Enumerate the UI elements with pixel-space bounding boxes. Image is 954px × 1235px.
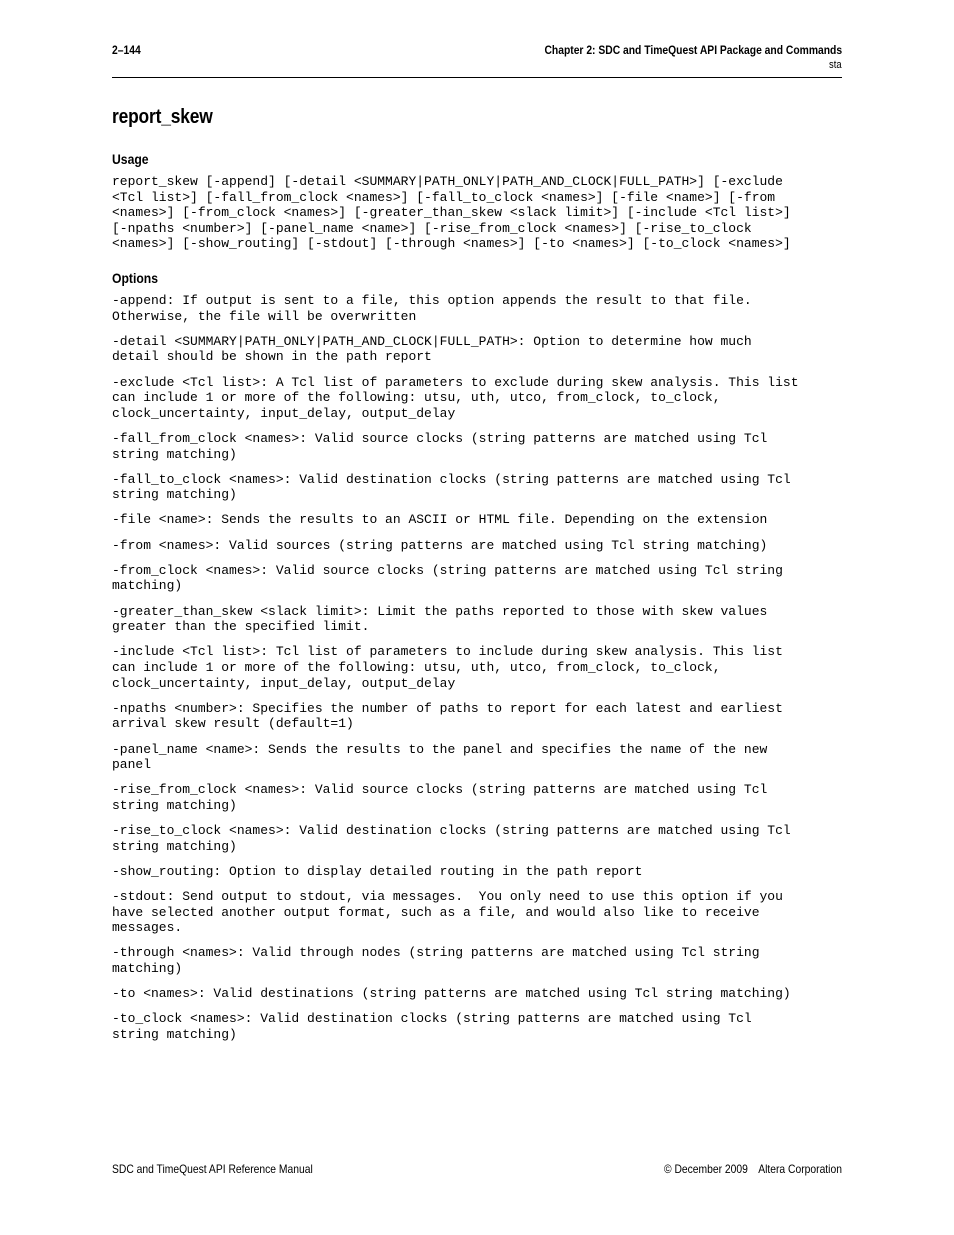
option-to: -to <names>: Valid destinations (string patterns are matched using Tcl string matching) (112, 986, 791, 1002)
option-rise-from-clock: -rise_from_clock <names>: Valid source clocks (string patterns are matched using Tcl string matching) (112, 782, 768, 813)
option-to-clock: -to_clock <names>: Valid destination clocks (string patterns are matched using Tcl string matching) (112, 1011, 752, 1043)
manual-title: SDC and TimeQuest API Reference Manual (112, 1162, 313, 1176)
option-append: -append: If output is sent to a file, this option appends the result to that file. Otherwise, the file will be overwritten (112, 292, 752, 324)
document-content (112, 105, 848, 1052)
option-npaths: -npaths <number>: Specifies the number of paths to report for each latest and earliest arrival skew result (default=1) (112, 700, 783, 732)
option-fall-from-clock: -fall_from_clock <names>: Valid source clocks (string patterns are matched using Tcl string matching) (112, 430, 768, 462)
option-rise-to-clock: -rise_to_clock <names>: Valid destination clocks (string patterns are matched using Tcl string matching) (112, 823, 791, 854)
page-footer (112, 1162, 842, 1178)
option-stdout: -stdout: Send output to stdout, via messages. You only need to use this option if you have selected another output format, such as a file, and would also like to receive messages. (112, 889, 783, 936)
option-greater-than-skew: -greater_than_skew <slack limit>: Limit the paths reported to those with skew values greater than the specified limit. (112, 603, 768, 635)
usage-syntax: report_skew [-append] [-detail <SUMMARY|PATH_ONLY|PATH_AND_CLOCK|FULL_PATH>] [-exclude <Tcl list>] [-fall_from_clock <names>] [-fall_to_clock <names>] [-file <name>] [-from <names>] [-from_clock <names>] [-greater_than_skew <slack limit>] [-include <Tcl list>] [-npaths <number>] [-panel_name <name>] [-rise_from_clock <names>] [-rise_to_clock <names>] [-show_routing] [-stdout] [-through <names>] [-to <names>] [-to_clock <names>] (112, 174, 791, 252)
option-from: -from <names>: Valid sources (string patterns are matched using Tcl string matching) (112, 537, 768, 553)
option-exclude: -exclude <Tcl list>: A Tcl list of parameters to exclude during skew analysis. This list can include 1 or more of the following: utsu, uth, utco, from_clock, to_clock, clock_uncertainty, input_delay, output_delay (112, 374, 799, 421)
option-file: -file <name>: Sends the results to an ASCII or HTML file. Depending on the extension (112, 512, 768, 528)
option-fall-to-clock: -fall_to_clock <names>: Valid destination clocks (string patterns are matched using Tcl string matching) (112, 471, 791, 503)
option-through: -through <names>: Valid through nodes (string patterns are matched using Tcl string matching) (112, 945, 760, 977)
page-header (112, 43, 842, 78)
chapter-title: Chapter 2: SDC and TimeQuest API Package and Commands (544, 43, 842, 57)
options-heading: Options (112, 269, 159, 286)
option-from-clock: -from_clock <names>: Valid source clocks (string patterns are matched using Tcl string matching) (112, 562, 783, 594)
page-title: report_skew (112, 106, 213, 128)
option-show-routing: -show_routing: Option to display detailed routing in the path report (112, 863, 643, 879)
page-number: 2–144 (112, 43, 141, 57)
company-name: Altera Corporation (758, 1162, 842, 1176)
option-panel-name: -panel_name <name>: Sends the results to the panel and specifies the name of the new panel (112, 741, 768, 773)
copyright-info (664, 1162, 842, 1176)
option-detail: -detail <SUMMARY|PATH_ONLY|PATH_AND_CLOCK|FULL_PATH>: Option to determine how much detail should be shown in the path report (112, 333, 752, 365)
usage-heading: Usage (112, 151, 149, 167)
options-list (112, 293, 848, 1043)
copyright-date: © December 2009 (664, 1162, 748, 1176)
option-include: -include <Tcl list>: Tcl list of parameters to include during skew analysis. This list can include 1 or more of the following: utsu, uth, utco, from_clock, to_clock, clock_uncertainty, input_delay, output_delay (112, 644, 783, 691)
section-name: sta (829, 59, 842, 71)
